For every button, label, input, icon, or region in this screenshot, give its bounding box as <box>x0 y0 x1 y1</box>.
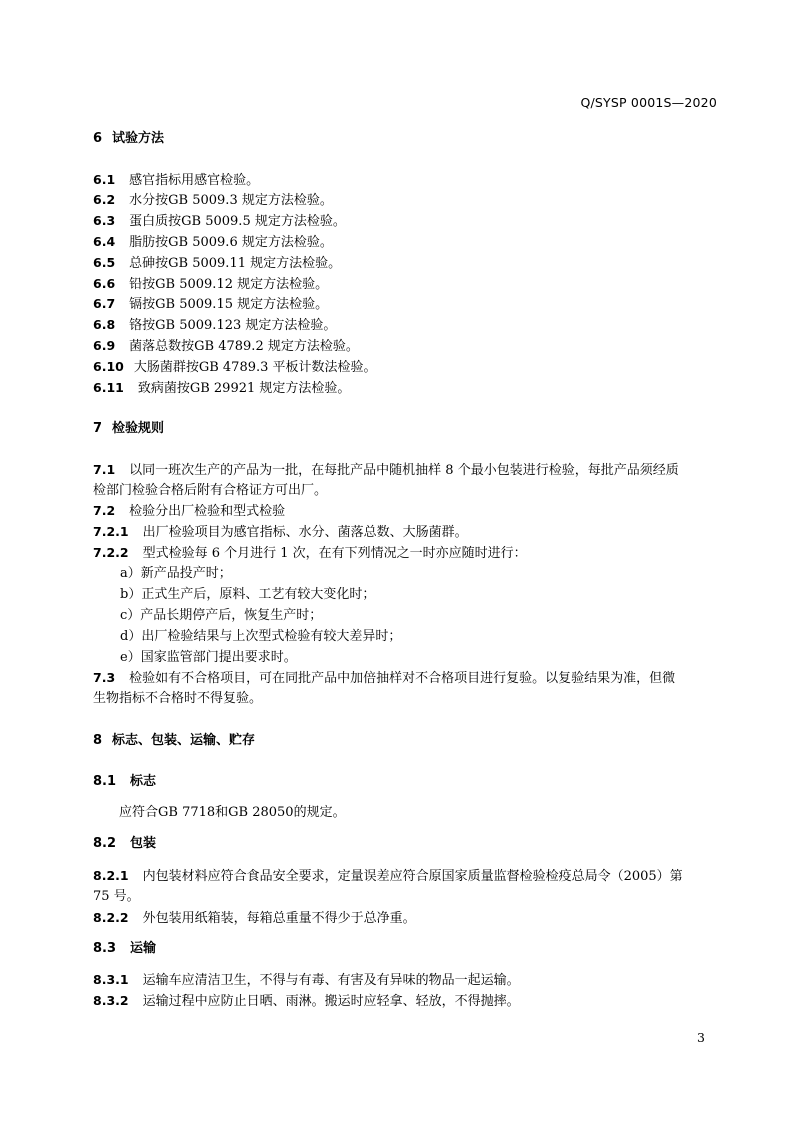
list-item: 6.2 水分按GB 5009.3 规定方法检验。 <box>93 192 333 208</box>
paragraph-8-1: 应符合GB 7718和GB 28050的规定。 <box>119 805 346 820</box>
paragraph-7-2-1: 7.2.1 出厂检验项目为感官指标、水分、菌落总数、大肠菌群。 <box>93 524 468 540</box>
paragraph-8-2-1-cont: 75 号。 <box>93 889 140 904</box>
section-7-heading <box>93 419 718 439</box>
paragraph-7-2: 7.2 检验分出厂检验和型式检验 <box>93 503 286 519</box>
section-number: 7 <box>93 421 103 436</box>
section-6-heading <box>93 129 718 149</box>
paragraph-7-1: 7.1 以同一班次生产的产品为一批，在每批产品中随机抽样 8 个最小包装进行检验，每批产品须经质 <box>93 462 679 478</box>
paragraph-7-3: 7.3 检验如有不合格项目，可在同批产品中加倍抽样对不合格项目进行复验。以复验结果为准，但微 <box>93 670 676 686</box>
section-title: 检验规则 <box>112 421 165 436</box>
page-number: 3 <box>697 1030 705 1045</box>
list-item: 6.7 镉按GB 5009.15 规定方法检验。 <box>93 296 329 312</box>
section-number: 8 <box>93 733 103 748</box>
list-item: 6.6 铅按GB 5009.12 规定方法检验。 <box>93 276 329 292</box>
subsection-8-2-heading: 8.2 包装 <box>93 836 157 851</box>
subsection-8-3-heading: 8.3 运输 <box>93 941 157 956</box>
section-8-heading <box>93 731 718 751</box>
list-item: 6.1 感官指标用感官检验。 <box>93 172 260 188</box>
paragraph-7-1-cont: 检部门检验合格后附有合格证方可出厂。 <box>93 483 328 498</box>
list-item: e）国家监管部门提出要求时。 <box>120 650 297 665</box>
document-code: Q/SYSP 0001S—2020 <box>580 95 717 110</box>
list-item: 6.5 总砷按GB 5009.11 规定方法检验。 <box>93 255 342 271</box>
section-title: 试验方法 <box>112 131 165 146</box>
list-item: 6.8 铬按GB 5009.123 规定方法检验。 <box>93 317 337 333</box>
list-item: a）新产品投产时； <box>120 566 232 581</box>
paragraph-8-3-1: 8.3.1 运输车应清洁卫生，不得与有毒、有害及有异味的物品一起运输。 <box>93 972 520 988</box>
paragraph-8-2-2: 8.2.2 外包装用纸箱装，每箱总重量不得少于总净重。 <box>93 910 416 926</box>
subsection-8-1-heading: 8.1 标志 <box>93 774 157 789</box>
paragraph-8-3-2: 8.3.2 运输过程中应防止日晒、雨淋。搬运时应轻拿、轻放，不得抛摔。 <box>93 993 520 1009</box>
list-item: 6.3 蛋白质按GB 5009.5 规定方法检验。 <box>93 213 346 229</box>
list-item: 6.10 大肠菌群按GB 4789.3 平板计数法检验。 <box>93 359 377 375</box>
list-item: 6.4 脂肪按GB 5009.6 规定方法检验。 <box>93 234 333 250</box>
list-item: 6.9 菌落总数按GB 4789.2 规定方法检验。 <box>93 338 359 354</box>
paragraph-7-2-2: 7.2.2 型式检验每 6 个月进行 1 次，在有下列情况之一时亦应随时进行： <box>93 545 527 561</box>
paragraph-7-3-cont: 生物指标不合格时不得复验。 <box>93 691 263 706</box>
list-item: d）出厂检验结果与上次型式检验有较大差异时； <box>120 629 402 644</box>
list-item: 6.11 致病菌按GB 29921 规定方法检验。 <box>93 380 351 396</box>
paragraph-8-2-1: 8.2.1 内包装材料应符合食品安全要求，定量误差应符合原国家质量监督检验检疫总局令（2005）第 <box>93 868 683 884</box>
section-title: 标志、包装、运输、贮存 <box>112 733 256 748</box>
section-number: 6 <box>93 131 103 146</box>
list-item: c）产品长期停产后，恢复生产时； <box>120 608 323 623</box>
list-item: b）正式生产后，原料、工艺有较大变化时； <box>120 587 376 602</box>
